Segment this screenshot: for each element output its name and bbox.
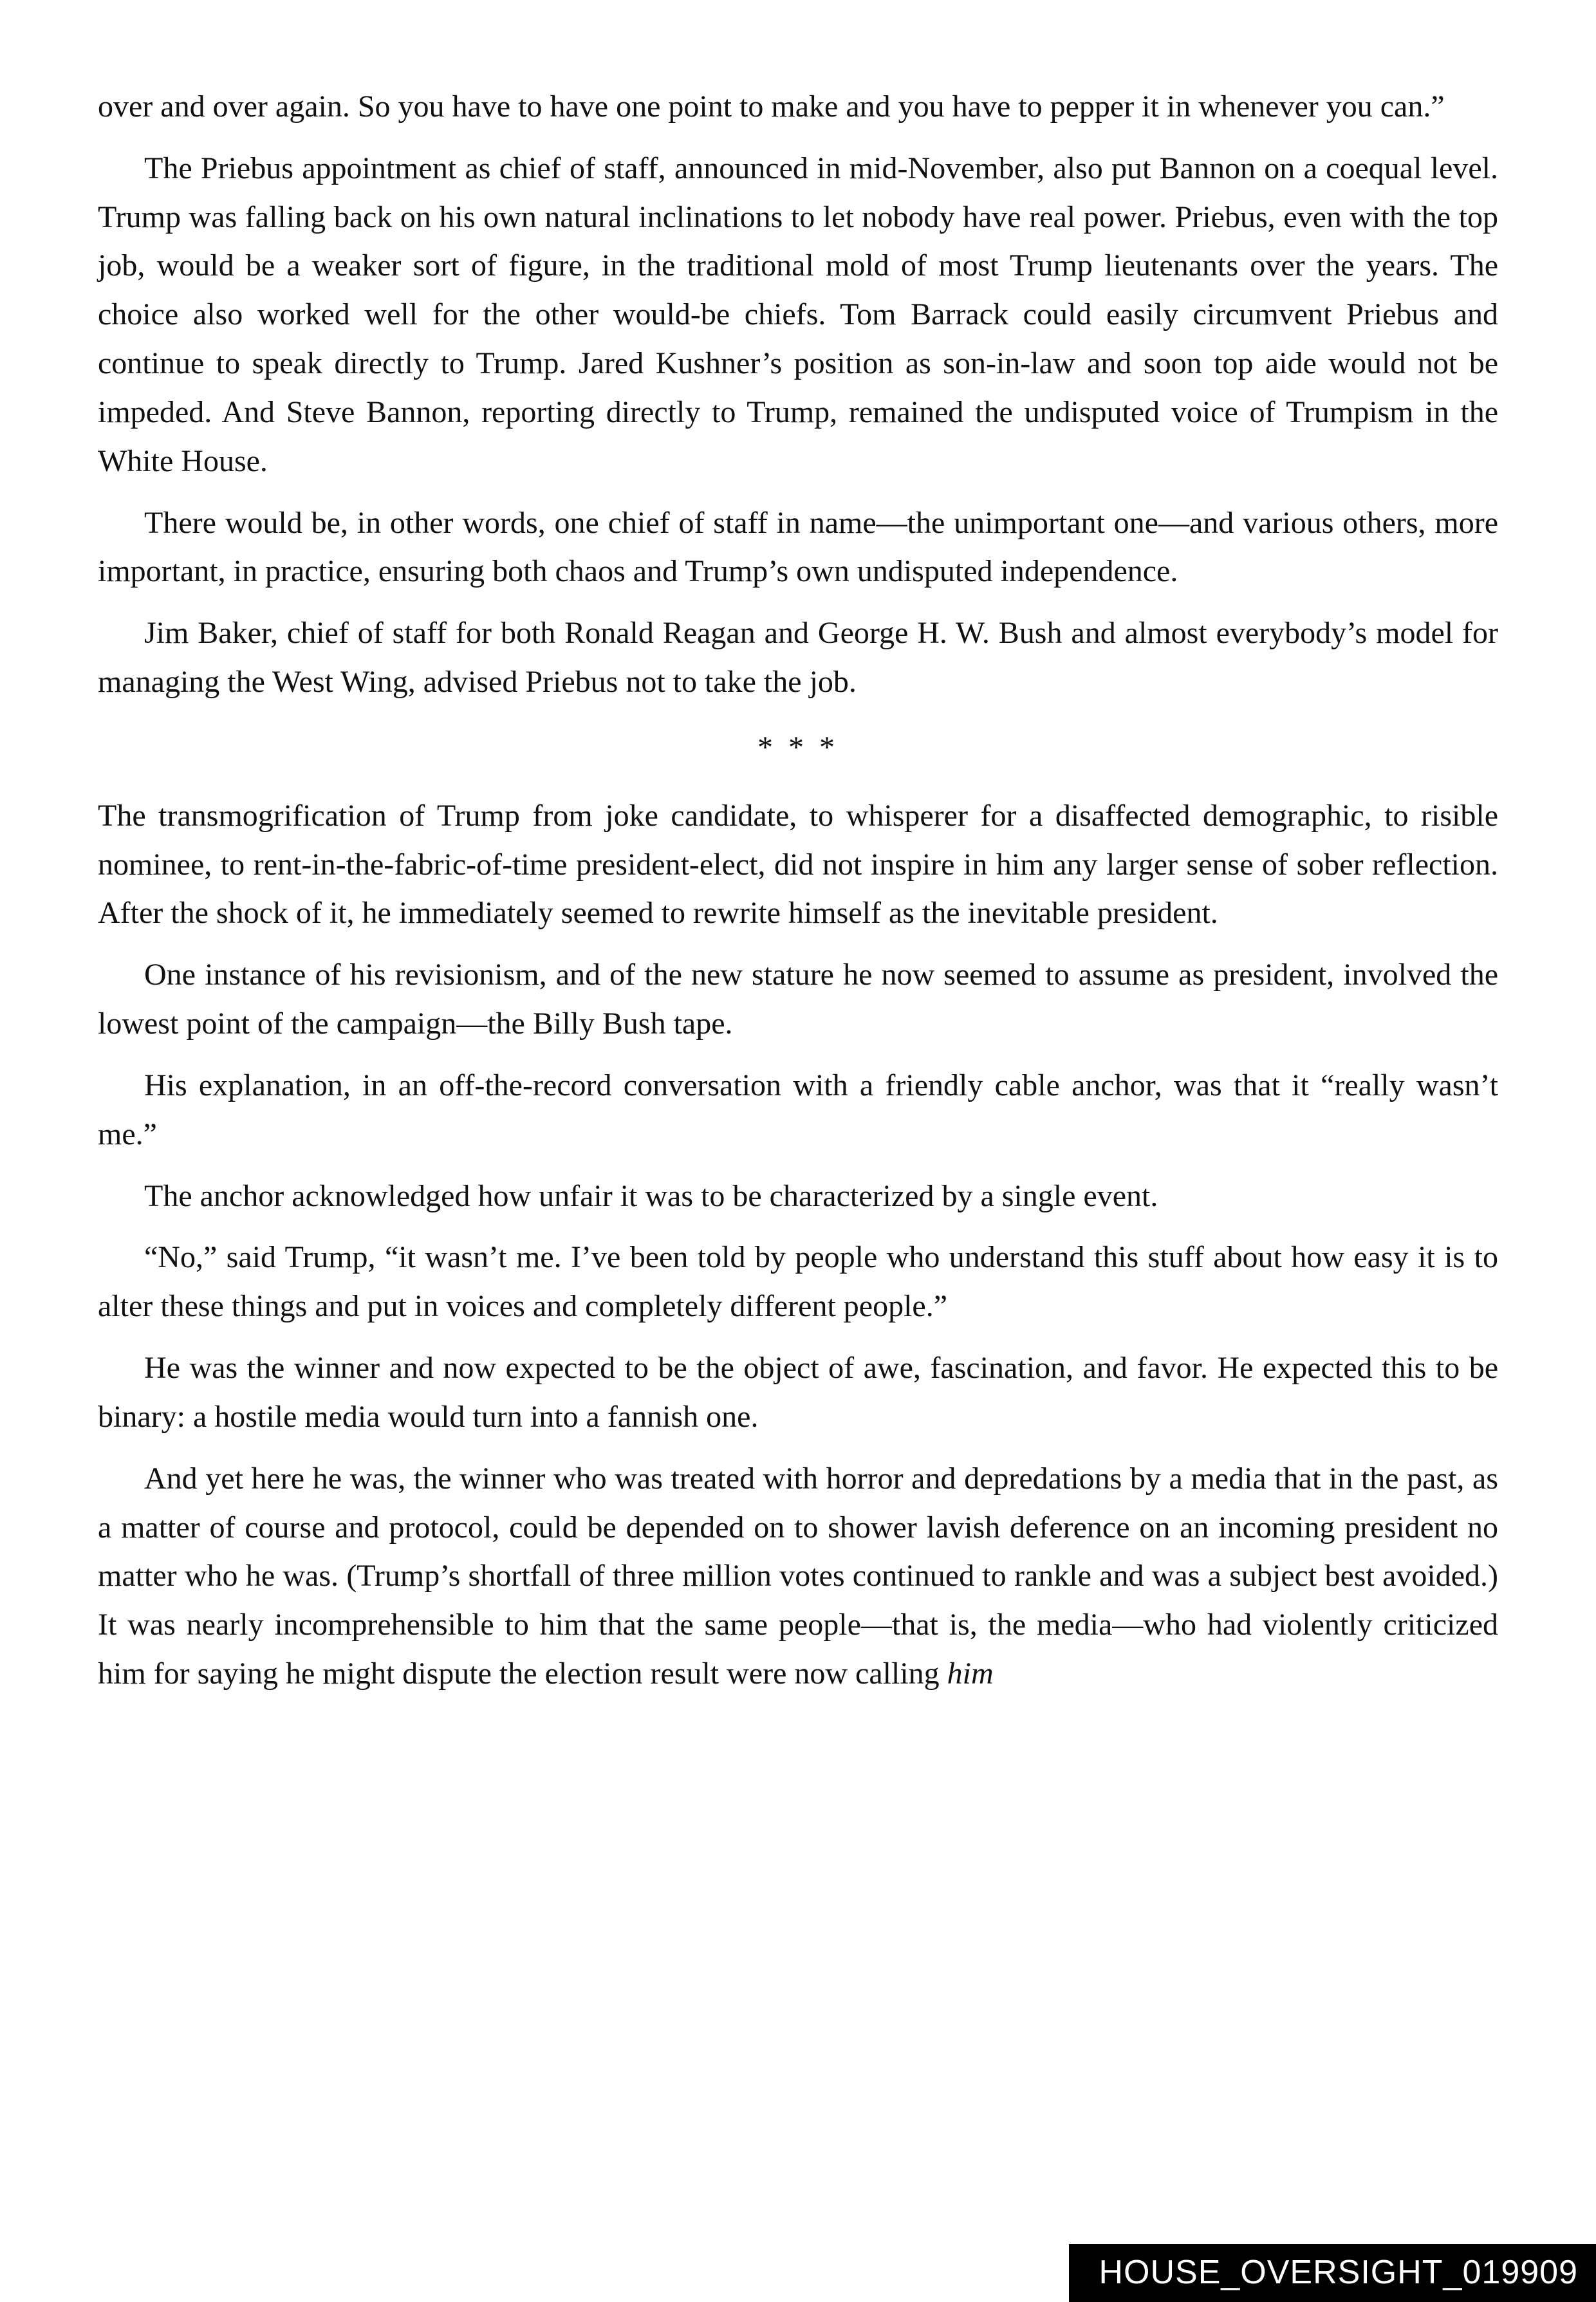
paragraph: And yet here he was, the winner who was treated with horror and depredations by a media that in the past, as a matter of course and protocol, could be depended on to shower lavish deference on an incoming president no matter who he was. (Trump’s shortfall of three million votes continued to rankle and was a subject best avoided.) It was nearly incomprehensible to him that the same people—that is, the media—who had violently criticized him for saying he might dispute the election result were now calling him [98, 1461, 1498, 1691]
paragraph: He was the winner and now expected to be the object of awe, fascination, and favor. He expected this to be binary: a hostile media would turn into a fannish one. [98, 1351, 1498, 1434]
section-separator: * * * [757, 730, 839, 765]
paragraph: His explanation, in an off-the-record conversation with a friendly cable anchor, was that it “really wasn’t me.” [98, 1068, 1498, 1151]
paragraph: Jim Baker, chief of staff for both Ronald Reagan and George H. W. Bush and almost everybody’s model for managing the West Wing, advised Priebus not to take the job. [98, 616, 1498, 700]
bates-stamp: HOUSE_OVERSIGHT_019909 [1069, 2244, 1596, 2302]
page-body [98, 82, 1498, 1711]
paragraph: over and over again. So you have to have one point to make and you have to pepper it in whenever you can.” [98, 89, 1445, 124]
paragraph: There would be, in other words, one chief of staff in name—the unimportant one—and various others, more important, in practice, ensuring both chaos and Trump’s own undisputed independence. [98, 505, 1498, 589]
paragraph: “No,” said Trump, “it wasn’t me. I’ve been told by people who understand this stuff about how easy it is to alter these things and put in voices and completely different people.” [98, 1240, 1498, 1324]
paragraph: The Priebus appointment as chief of staff, announced in mid-November, also put Bannon on a coequal level. Trump was falling back on his own natural inclinations to let nobody have real power. Priebus, even with the top job, would be a weaker sort of figure, in the traditional mold of most Trump lieutenants over the years. The choice also worked well for the other would-be chiefs. Tom Barrack could easily circumvent Priebus and continue to speak directly to Trump. Jared Kushner’s position as son-in-law and soon top aide would not be impeded. And Steve Bannon, reporting directly to Trump, remained the undisputed voice of Trumpism in the White House. [98, 151, 1498, 478]
paragraph: The anchor acknowledged how unfair it was to be characterized by a single event. [144, 1178, 1158, 1213]
paragraph: The transmogrification of Trump from joke candidate, to whisperer for a disaffected demographic, to risible nominee, to rent-in-the-fabric-of-time president-elect, did not inspire in him any larger sense of sober reflection. After the shock of it, he immediately seemed to rewrite himself as the inevitable president. [98, 798, 1498, 931]
italic-text: him [947, 1657, 994, 1691]
paragraph: One instance of his revisionism, and of the new stature he now seemed to assume as president, involved the lowest point of the campaign—the Billy Bush tape. [98, 958, 1498, 1041]
